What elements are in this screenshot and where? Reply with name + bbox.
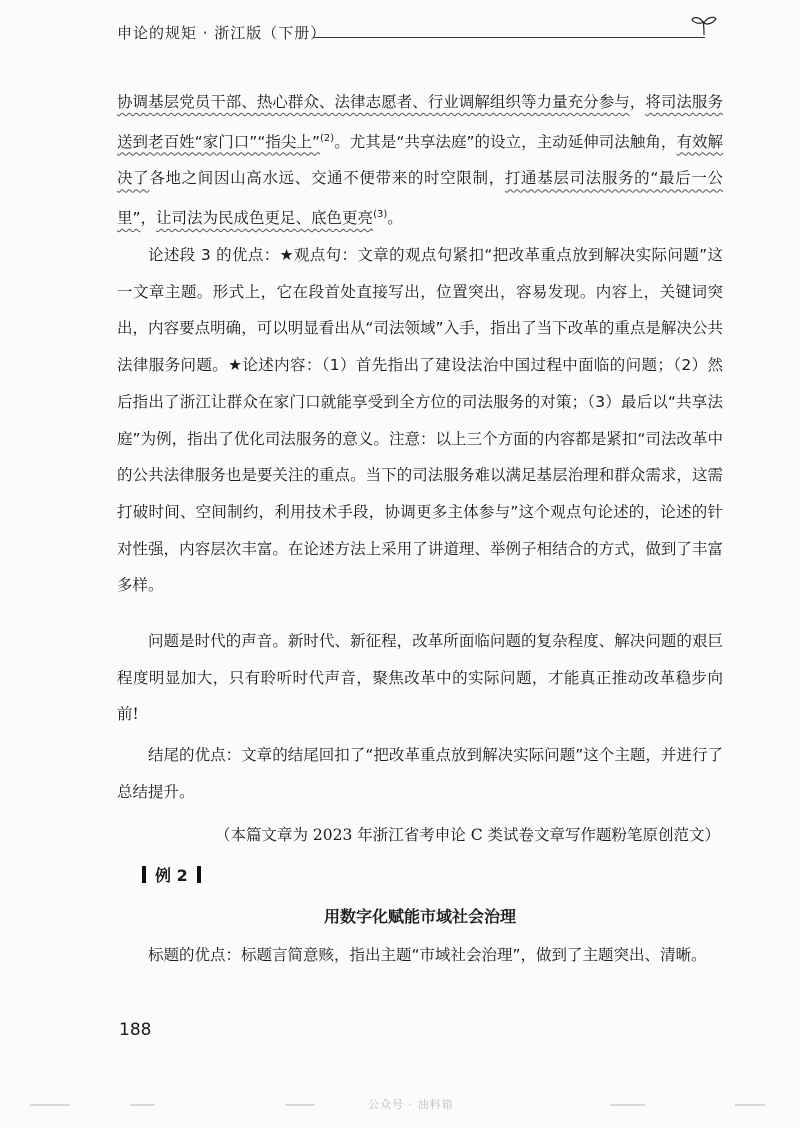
- page-number: 188: [119, 1020, 152, 1040]
- underlined-phrase: 打通基层司法服务的“最后一公里”: [117, 169, 723, 228]
- title-analysis: 标题的优点：标题言简意赅，指出主题“市域社会治理”，做到了主题突出、清晰。: [148, 946, 707, 964]
- example-label: 例 2: [155, 866, 188, 885]
- source-note: （本篇文章为 2023 年浙江省考申论 C 类试卷文章写作题粉笔原创范文）: [214, 826, 720, 844]
- underlined-phrase: 有效解决了: [117, 132, 723, 188]
- ending-analysis: 结尾的优点：文章的结尾回扣了“把改革重点放到解决实际问题”这个主题，并进行了总结提升。: [117, 746, 723, 801]
- scan-noise: [130, 1104, 155, 1106]
- scan-noise: [30, 1104, 70, 1106]
- annotation-marker: (2): [320, 132, 335, 144]
- underlined-phrase: 让司法为民成色更足、底色更亮: [156, 209, 374, 228]
- marker-bar-left: [142, 866, 146, 883]
- scan-noise: [610, 1104, 645, 1106]
- annotation-marker: (3): [373, 209, 388, 221]
- scan-watermark: 公众号 · 油料箱: [368, 1098, 454, 1111]
- paragraph-analysis: 论述段 3 的优点：★观点句：文章的观点句紧扣“把改革重点放到解决实际问题”这一文章主题。形式上，它在段首处直接写出，位置突出，容易发现。内容上，关键词突出，内容要点明确，可以明显看出从“司法领域”入手，指出了当下改革的重点是解决公共法律服务问题。★论述内容：（1）首先指出了建设法治中国过程中面临的问题；（2）然后指出了浙江让群众在家门口就能享受到全方位的司法服务的对策；（3）最后以“共享法庭”为例，指出了优化司法服务的意义。注意：以上三个方面的内容都是紧扣“司法改革中的公共法律服务也是要关注的重点。当下的司法服务难以满足基层治理和群众需求，这需打破时间、空间制约，利用技术手段，协调更多主体参与”这个观点句论述的，论述的针对性强，内容层次丰富。在论述方法上采用了讲道理、举例子相结合的方式，做到了丰富多样。: [117, 246, 723, 595]
- running-header: [117, 22, 717, 46]
- header-rule: [313, 37, 705, 38]
- underlined-phrase: 协调基层党员干部、热心群众、法律志愿者、行业调解组织等力量充分参与: [117, 93, 630, 111]
- underlined-phrase: 将司法服务送到老百姓“家门口”“指尖上”: [117, 93, 723, 151]
- marker-bar-right: [197, 866, 201, 883]
- conclusion-paragraph: 问题是时代的声音。新时代、新征程，改革所面临问题的复杂程度、解决问题的艰巨程度明显加大，只有聆听时代声音，聚焦改革中的实际问题，才能真正推动改革稳步向前!: [117, 632, 723, 724]
- sprout-icon: [691, 14, 717, 36]
- example-marker: [142, 864, 201, 888]
- essay-paragraph-continued: 协调基层党员干部、热心群众、法律志愿者、行业调解组织等力量充分参与，将司法服务送到老百姓“家门口”“指尖上”$^{(2)}$。尤其是“共享法庭”的设立，主动延伸司法触角，有效解决了各地之间因山高水远、交通不便带来的时空限制，打通基层司法服务的“最后一公里”，让司法为民成色更足、底色更亮$^{(3)}$。: [117, 93, 723, 228]
- scan-noise: [285, 1104, 315, 1106]
- book-title: 申论的规矩 · 浙江版（下册）: [117, 24, 327, 42]
- scan-noise: [735, 1104, 765, 1106]
- example-essay-title: 用数字化赋能市域社会治理: [323, 907, 516, 926]
